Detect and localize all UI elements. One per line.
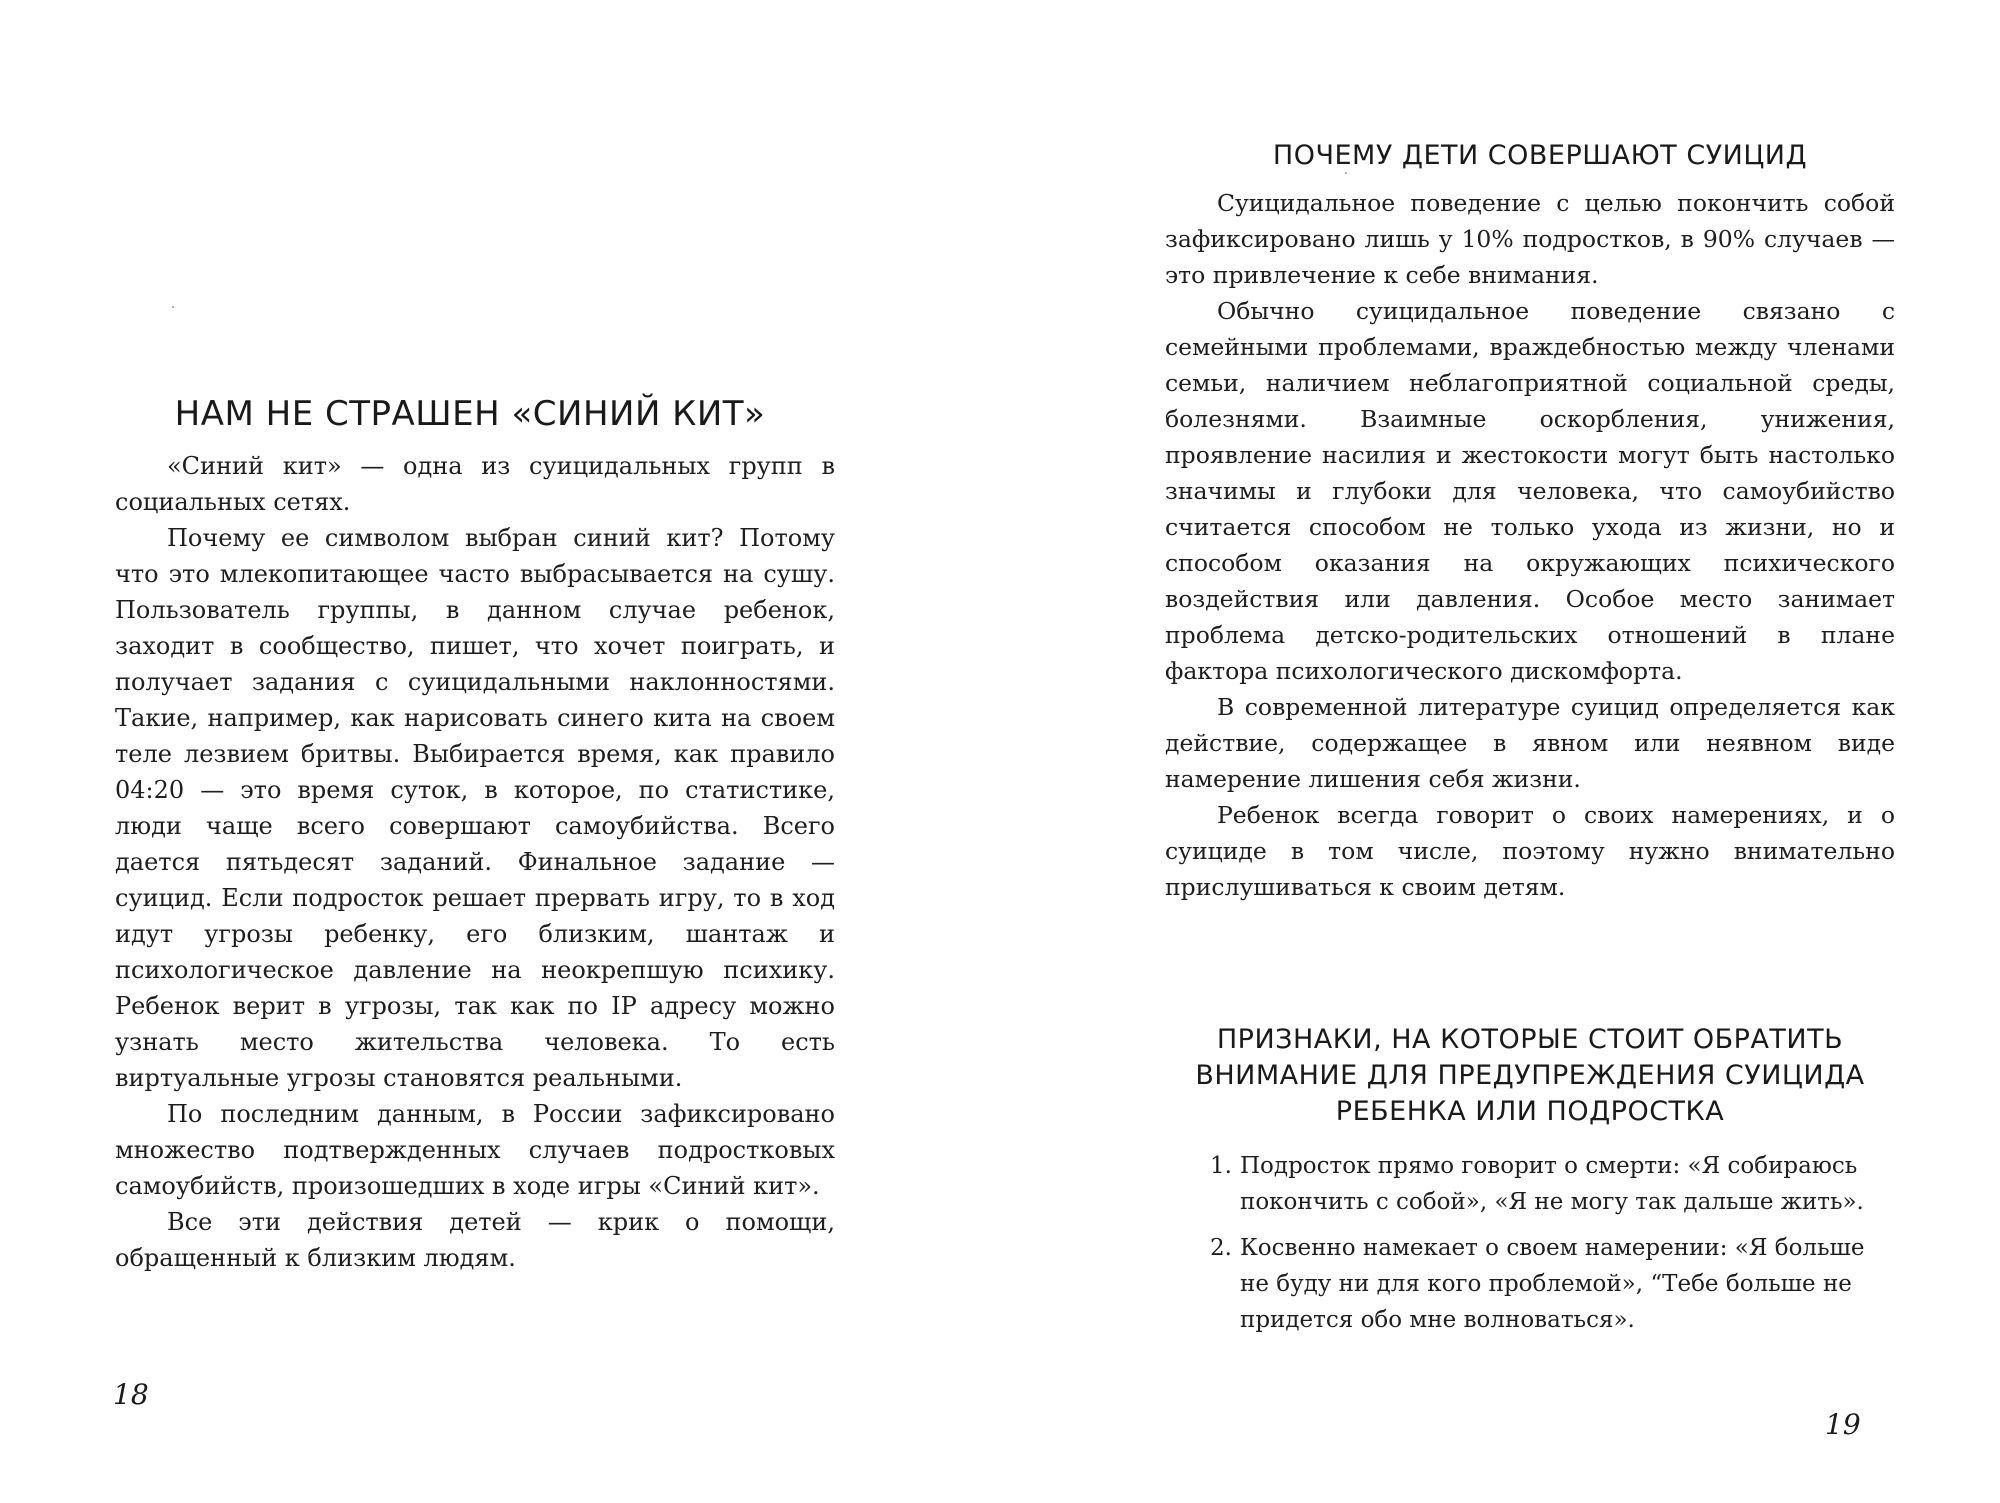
paragraph: Почему ее символом выбран синий кит? Потому что это млекопитающее часто выбрасывается на сушу. Пользователь группы, в данном случае ребенок, заходит в сообщество, пишет, что хочет поиграть, и получает задания с суицидальными наклонностями. Такие, например, как нарисовать синего кита на своем теле лезвием бритвы. Выбирается время, как правило 04:20 — это время суток, в которое, по статистике, люди чаще всего совершают самоубийства. Всего дается пятьдесят заданий. Финальное задание — суицид. Если подросток решает прервать игру, то в ход идут угрозы ребенку, его близким, шантаж и психологическое давление на неокрепшую психику. Ребенок верит в угрозы, так как по IP адресу можно узнать место жительства человека. То есть виртуальные угрозы становятся реальными. [115,524,835,1092]
paragraph: По последним данным, в России зафиксировано множество подтвержденных случаев подростковых самоубийств, произошедших в ходе игры «Синий кит». [115,1100,835,1200]
paragraph: «Синий кит» — одна из суицидальных групп в социальных сетях. [115,452,835,516]
section-title: ПОЧЕМУ ДЕТИ СОВЕРШАЮТ СУИЦИД [1272,140,1808,172]
print-speck [172,306,174,308]
paragraph: Обычно суицидальное поведение связано с семейными проблемами, враждебностью между членами семьи, наличием неблагоприятной социальной среды, болезнями. Взаимные оскорбления, унижения, проявление насилия и жестокости могут быть настолько значимы и глубоки для человека, что самоубийство считается способом не только ухода из жизни, но и способом оказания на окружающих психического воздействия или давления. Особое место занимает проблема детско-родительских отношений в плане фактора психологического дискомфорта. [1165,297,1895,685]
signs-section-title [1150,1022,1910,1130]
list-item [1210,1230,1890,1338]
signs-title-line: ПРИЗНАКИ, НА КОТОРЫЕ СТОИТ ОБРАТИТЬ [1216,1024,1844,1056]
section-body [1165,185,1895,905]
list-item [1210,1148,1890,1220]
list-item-text: Косвенно намекает о своем намерении: «Я больше не буду ни для кого проблемой», “Тебе больше не придется обо мне волноваться». [1240,1235,1865,1333]
chapter-body [115,448,835,1276]
right-page [1000,0,2000,1503]
list-item-number: 2. [1210,1235,1232,1261]
signs-list [1210,1148,1890,1348]
paragraph: В современной литературе суицид определяется как действие, содержащее в явном или неявном виде намерение лишения себя жизни. [1165,693,1895,793]
page-number: 18 [113,1378,149,1411]
list-item-number: 1. [1210,1153,1232,1179]
paragraph: Суицидальное поведение с целью покончить собой зафиксировано лишь у 10% подростков, в 90% случаев — это привлечение к себе внимания. [1165,189,1895,289]
paragraph: Все эти действия детей — крик о помощи, обращенный к близким людям. [115,1208,835,1272]
page-title: НАМ НЕ СТРАШЕН «СИНИЙ КИТ» [174,393,766,434]
signs-title-line: ВНИМАНИЕ ДЛЯ ПРЕДУПРЕЖДЕНИЯ СУИЦИДА [1195,1060,1865,1092]
list-item-text: Подросток прямо говорит о смерти: «Я собираюсь покончить с собой», «Я не могу так дальше жить». [1240,1153,1864,1215]
paragraph: Ребенок всегда говорит о своих намерениях, и о суициде в том числе, поэтому нужно внимательно прислушиваться к своим детям. [1165,801,1895,901]
page-number: 19 [1825,1408,1861,1441]
signs-title-line: РЕБЕНКА ИЛИ ПОДРОСТКА [1335,1096,1725,1128]
